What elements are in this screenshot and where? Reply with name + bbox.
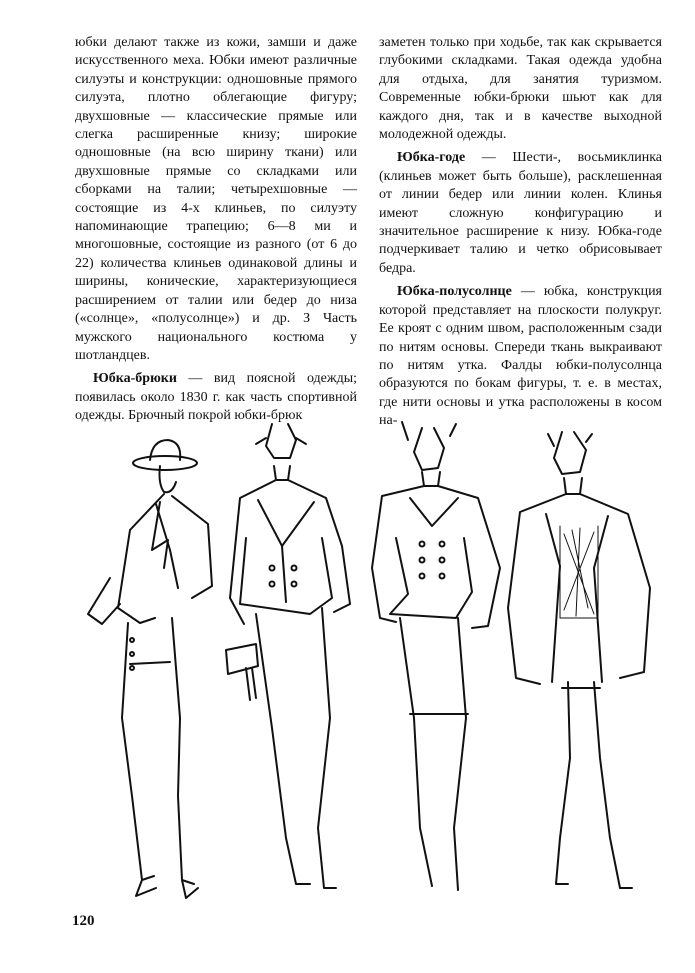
page-number: 120 (72, 913, 95, 929)
term-half-sun-skirt: Юбка-полусолнце (397, 284, 512, 300)
paragraph-half-sun-skirt (379, 283, 662, 430)
paragraph-skirt-types: юбки делают также из кожи, замши и даже искусственного меха. Юбки имеют различные силуэты и конструкции: одношовные прямого силуэта, плотно облегающие фигуру; двухшовные — классические прямые или слегка расширенные книзу; широкие одношовные (на всю ширину ткани) или двухшовные прямые со складками или сборками на талии; четырехшовные — состоящие из 4-х клиньев, по силуэту напоминающие трапецию; 6—8 ми и многошовные, состоящие из разного (от 6 до 22) количества клиньев одинаковой длины и ширины, конические, характеризующиеся расширением от талии или бедер до низа («солнце», «полусолнце») и др. З Часть мужского национального костюма у шотландцев. (75, 35, 357, 363)
text-column-right (379, 34, 662, 431)
paragraph-godet-skirt (379, 149, 662, 278)
figure-4-loose-coat (508, 432, 650, 888)
definition-skirt-trousers: — вид поясной одежды; появилась около 1830 г. как часть спортивной одежды. Брючный покрой юбки-брюк (75, 371, 357, 424)
figure-3-peplum-jacket (372, 422, 500, 890)
fashion-illustration (60, 418, 670, 908)
term-godet-skirt: Юбка-годе (397, 150, 466, 166)
term-skirt-trousers: Юбка-брюки (93, 371, 177, 387)
text-column-left (75, 34, 357, 426)
definition-godet-skirt: — Шести-, восьмиклинка (клиньев может быть больше), расклешенная от линии бедер или линии колен. Клинья имеют сложную конфигурацию и значительное расширение к низу. Юбка-годе подчеркивает талию и четко обрисовывает бедра. (379, 150, 662, 276)
paragraph-skirt-trousers-cont: заметен только при ходьбе, так как скрывается глубокими складками. Такая одежда удобна для отдыха, для занятия туризмом. Современные юбки-брюки шьют как для каждого дня, так и в качестве выходной молодежной одежды. (379, 35, 662, 143)
figure-1-hat-scarf-suit (88, 440, 212, 898)
figure-2-tailored-suit (226, 424, 350, 888)
definition-half-sun-skirt: — юбка, конструкция которой представляет на плоскости полукруг. Ее кроят с одним швом, расположенным сзади по нитям основы. Спереди ткань выкраивают по нитям утка. Фалды юбки-полусолнца образуются по бокам фигуры, т. е. в местах, где нити основы и утка расположены в косом на- (379, 284, 662, 429)
